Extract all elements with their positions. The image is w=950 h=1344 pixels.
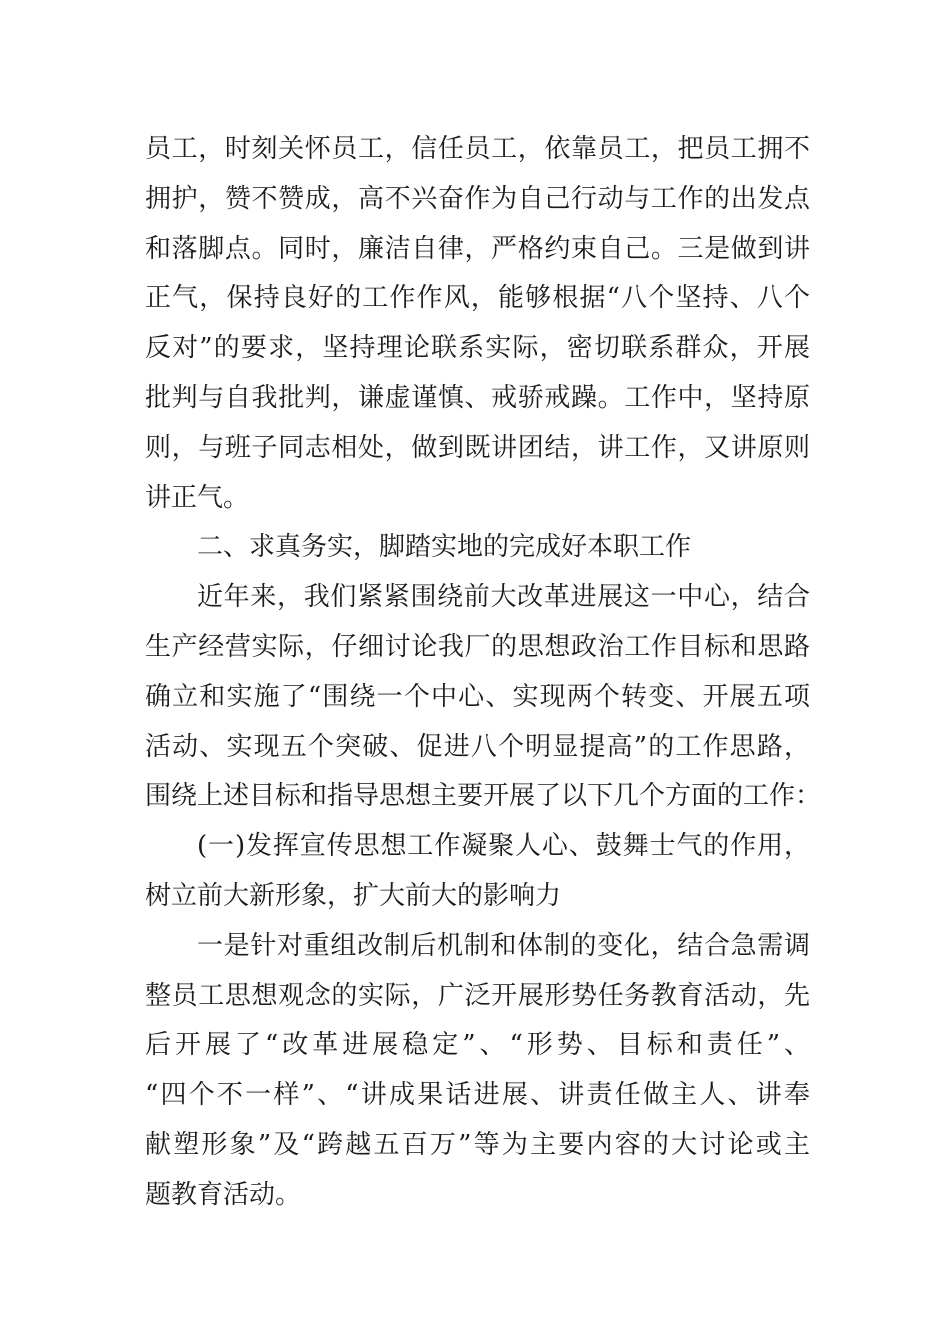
text-line: 确立和实施了“围绕一个中心、实现两个转变、开展五项 [145, 681, 810, 712]
text-line: 围绕上述目标和指导思想主要开展了以下几个方面的工作： [145, 781, 822, 812]
text-line: 和落脚点。同时，廉洁自律，严格约束自己。三是做到讲 [145, 233, 810, 264]
text-line: 一是针对重组改制后机制和体制的变化，结合急需调 [197, 930, 810, 961]
subsection-heading-cont: 树立前大新形象，扩大前大的影响力 [145, 880, 562, 911]
text-line: 正气，保持良好的工作作风，能够根据“八个坚持、八个 [145, 283, 810, 314]
text-line: 整员工思想观念的实际，广泛开展形势任务教育活动，先 [145, 980, 810, 1011]
section-heading: 二、求真务实，脚踏实地的完成好本职工作 [197, 532, 692, 563]
text-line: 活动、实现五个突破、促进八个明显提高”的工作思路， [145, 731, 810, 762]
text-line: 则，与班子同志相处，做到既讲团结，讲工作，又讲原则 [145, 432, 810, 463]
text-line: 生产经营实际，仔细讨论我厂的思想政治工作目标和思路 [145, 631, 810, 662]
text-line: 近年来，我们紧紧围绕前大改革进展这一中心，结合 [197, 582, 810, 613]
text-line: 题教育活动。 [145, 1179, 302, 1210]
text-line: “四个不一样”、“讲成果话进展、讲责任做主人、讲奉 [145, 1080, 810, 1111]
text-line: 反对”的要求，坚持理论联系实际，密切联系群众，开展 [145, 333, 810, 364]
text-line: 后开展了“改革进展稳定”、“形势、目标和责任”、 [145, 1030, 810, 1061]
document-page [145, 125, 822, 1221]
text-line: 批判与自我批判，谦虚谨慎、戒骄戒躁。工作中，坚持原 [145, 382, 810, 413]
subsection-heading: (一)发挥宣传思想工作凝聚人心、鼓舞士气的作用， [197, 831, 810, 862]
text-line: 拥护，赞不赞成，高不兴奋作为自己行动与工作的出发点 [145, 183, 810, 214]
text-line: 员工，时刻关怀员工，信任员工，依靠员工，把员工拥不 [145, 134, 810, 164]
text-line: 讲正气。 [145, 482, 250, 513]
text-line: 献塑形象”及“跨越五百万”等为主要内容的大讨论或主 [145, 1129, 810, 1160]
